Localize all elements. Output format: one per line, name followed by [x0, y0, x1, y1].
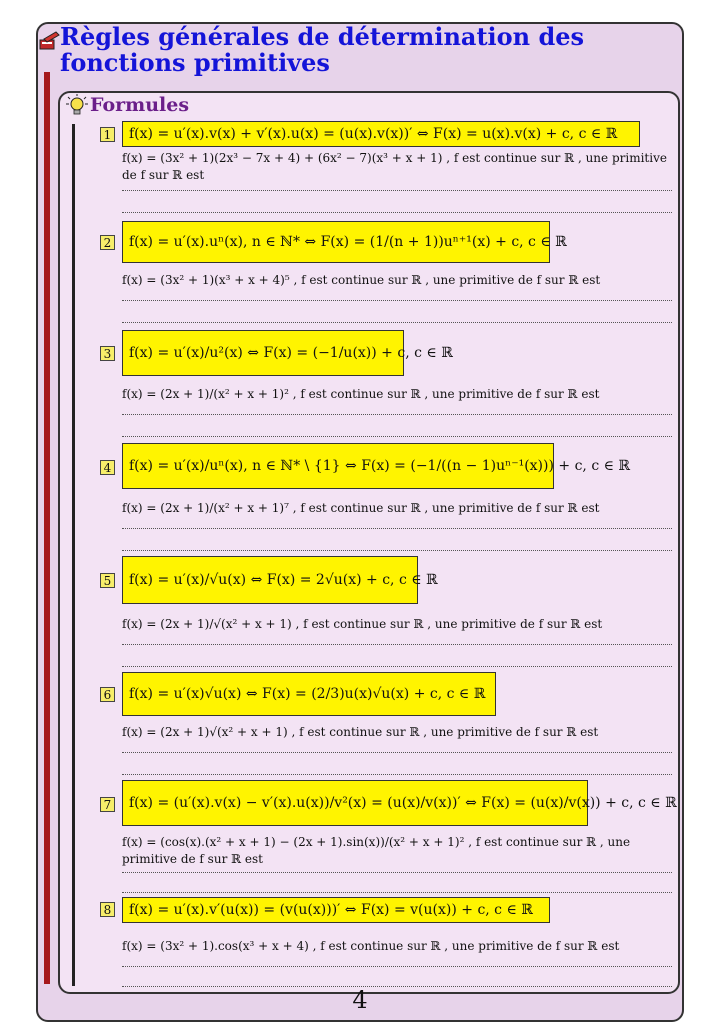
red-margin-bar	[44, 72, 50, 984]
item-number: 7	[100, 797, 115, 812]
item-number: 4	[100, 460, 115, 475]
example-text: f(x) = (2x + 1)√(x² + x + 1) , f est continue sur ℝ , une primitive de f sur ℝ est	[122, 725, 599, 739]
page-number: 4	[352, 986, 368, 1014]
answer-line	[122, 300, 672, 301]
answer-line	[122, 212, 672, 213]
lightbulb-icon	[66, 94, 88, 118]
formula-box: f(x) = (u′(x).v(x) − v′(x).u(x))/v²(x) = (u(x)/v(x))′ ⇔ F(x) = (u(x)/v(x)) + c, c ∈ ℝ	[122, 780, 588, 826]
item-number: 8	[100, 902, 115, 917]
answer-line	[122, 892, 672, 893]
pencil-book-icon	[38, 30, 60, 52]
formula-box: f(x) = u′(x).v′(u(x)) = (v(u(x)))′ ⇔ F(x) = v(u(x)) + c, c ∈ ℝ	[122, 897, 550, 923]
answer-line	[122, 528, 672, 529]
item-number: 2	[100, 235, 115, 250]
example-text: f(x) = (3x² + 1)(2x³ − 7x + 4) + (6x² − 7)(x³ + x + 1) , f est continue sur ℝ , une primitive de f sur ℝ est	[122, 151, 667, 182]
item-number: 1	[100, 127, 115, 142]
formula-box: f(x) = u′(x).uⁿ(x), n ∈ ℕ* ⇔ F(x) = (1/(n + 1))uⁿ⁺¹(x) + c, c ∈ ℝ	[122, 221, 550, 263]
item-number: 5	[100, 573, 115, 588]
panel-vertical-rule	[72, 124, 75, 986]
example-text: f(x) = (2x + 1)/(x² + x + 1)² , f est continue sur ℝ , une primitive de f sur ℝ est	[122, 387, 600, 401]
formula-box: f(x) = u′(x)/u²(x) ⇔ F(x) = (−1/u(x)) + c, c ∈ ℝ	[122, 330, 404, 376]
item-number: 3	[100, 346, 115, 361]
answer-line	[122, 966, 672, 967]
answer-line	[122, 774, 672, 775]
answer-line	[122, 752, 672, 753]
section-heading: Formules	[90, 94, 190, 116]
example-text: f(x) = (cos(x).(x² + x + 1) − (2x + 1).sin(x))/(x² + x + 1)² , f est continue sur ℝ , une primitive de f sur ℝ est	[122, 835, 631, 866]
answer-line	[122, 644, 672, 645]
example-text: f(x) = (3x² + 1)(x³ + x + 4)⁵ , f est continue sur ℝ , une primitive de f sur ℝ est	[122, 273, 601, 287]
formula-box: f(x) = u′(x)√u(x) ⇔ F(x) = (2/3)u(x)√u(x) + c, c ∈ ℝ	[122, 672, 496, 716]
example-text: f(x) = (3x² + 1).cos(x³ + x + 4) , f est continue sur ℝ , une primitive de f sur ℝ est	[122, 939, 620, 953]
answer-line	[122, 322, 672, 323]
formula-box: f(x) = u′(x)/√u(x) ⇔ F(x) = 2√u(x) + c, c ∈ ℝ	[122, 556, 418, 604]
answer-line	[122, 550, 672, 551]
formula-box: f(x) = u′(x)/uⁿ(x), n ∈ ℕ* \ {1} ⇔ F(x) = (−1/((n − 1)uⁿ⁻¹(x))) + c, c ∈ ℝ	[122, 443, 554, 489]
example-text: f(x) = (2x + 1)/(x² + x + 1)⁷ , f est continue sur ℝ , une primitive de f sur ℝ est	[122, 501, 600, 515]
page-title: Règles générales de détermination des fonctions primitives	[60, 22, 585, 77]
example-text: f(x) = (2x + 1)/√(x² + x + 1) , f est continue sur ℝ , une primitive de f sur ℝ est	[122, 617, 603, 631]
answer-line	[122, 436, 672, 437]
answer-line	[122, 190, 672, 191]
answer-line	[122, 872, 672, 873]
item-number: 6	[100, 687, 115, 702]
answer-line	[122, 414, 672, 415]
formula-box: f(x) = u′(x).v(x) + v′(x).u(x) = (u(x).v(x))′ ⇔ F(x) = u(x).v(x) + c, c ∈ ℝ	[122, 121, 640, 147]
answer-line	[122, 666, 672, 667]
